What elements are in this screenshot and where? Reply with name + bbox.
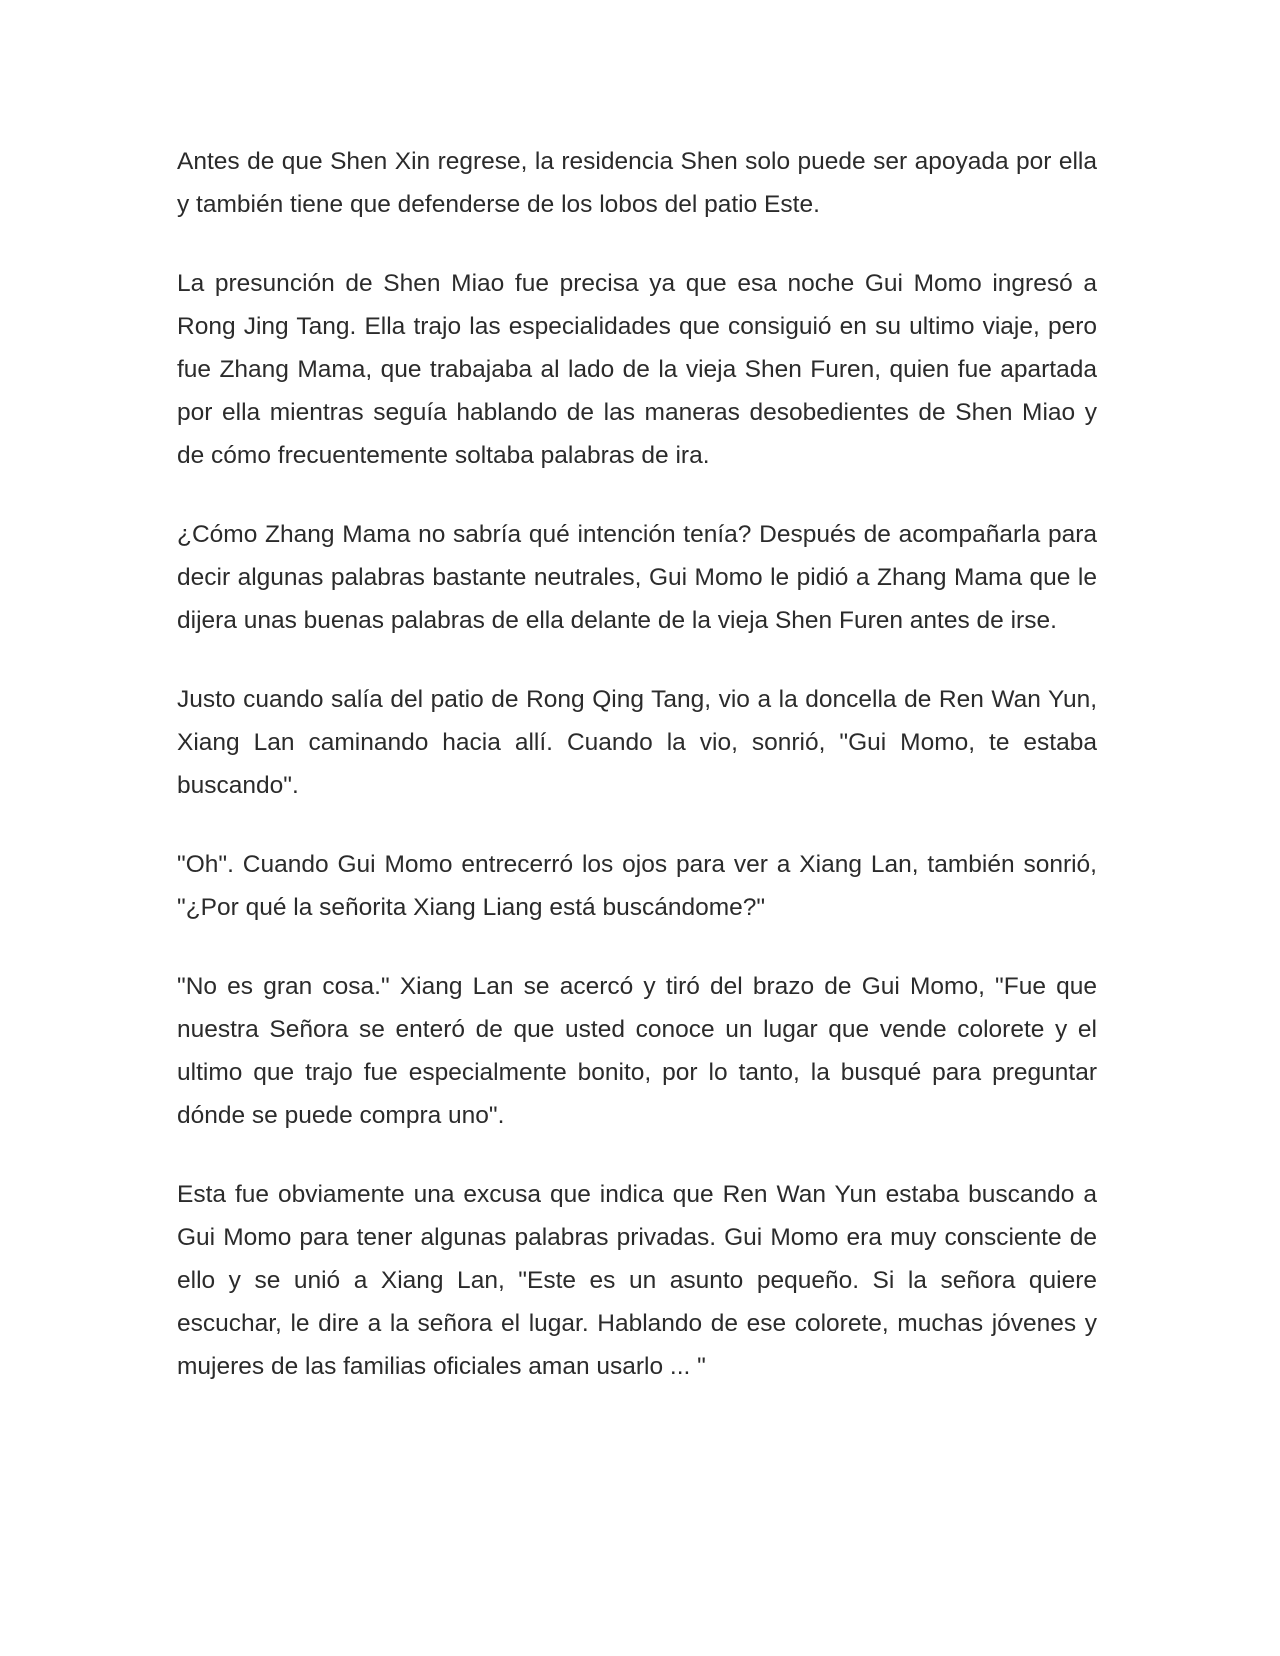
- paragraph: La presunción de Shen Miao fue precisa ya que esa noche Gui Momo ingresó a Rong Jing Tang. Ella trajo las especialidades que consiguió en su ultimo viaje, pero fue Zhang Mama, que trabajaba al lado de la vieja Shen Furen, quien fue apartada por ella mientras seguía hablando de las maneras desobedientes de Shen Miao y de cómo frecuentemente soltaba palabras de ira.: [177, 270, 1097, 469]
- paragraph: Justo cuando salía del patio de Rong Qing Tang, vio a la doncella de Ren Wan Yun, Xiang Lan caminando hacia allí. Cuando la vio, sonrió, "Gui Momo, te estaba buscando".: [177, 686, 1097, 799]
- paragraph: Antes de que Shen Xin regrese, la residencia Shen solo puede ser apoyada por ella y también tiene que defenderse de los lobos del patio Este.: [177, 148, 1097, 218]
- paragraph: Esta fue obviamente una excusa que indica que Ren Wan Yun estaba buscando a Gui Momo para tener algunas palabras privadas. Gui Momo era muy consciente de ello y se unió a Xiang Lan, "Este es un asunto pequeño. Si la señora quiere escuchar, le dire a la señora el lugar. Hablando de ese colorete, muchas jóvenes y mujeres de las familias oficiales aman usarlo ... ": [177, 1181, 1097, 1380]
- document-page: [177, 140, 1097, 1424]
- paragraph: "No es gran cosa." Xiang Lan se acercó y tiró del brazo de Gui Momo, "Fue que nuestra Señora se enteró de que usted conoce un lugar que vende colorete y el ultimo que trajo fue especialmente bonito, por lo tanto, la busqué para preguntar dónde se puede compra uno".: [177, 973, 1097, 1129]
- paragraph: ¿Cómo Zhang Mama no sabría qué intención tenía? Después de acompañarla para decir algunas palabras bastante neutrales, Gui Momo le pidió a Zhang Mama que le dijera unas buenas palabras de ella delante de la vieja Shen Furen antes de irse.: [177, 521, 1097, 634]
- paragraph: "Oh". Cuando Gui Momo entrecerró los ojos para ver a Xiang Lan, también sonrió, "¿Por qué la señorita Xiang Liang está buscándome?": [177, 851, 1097, 921]
